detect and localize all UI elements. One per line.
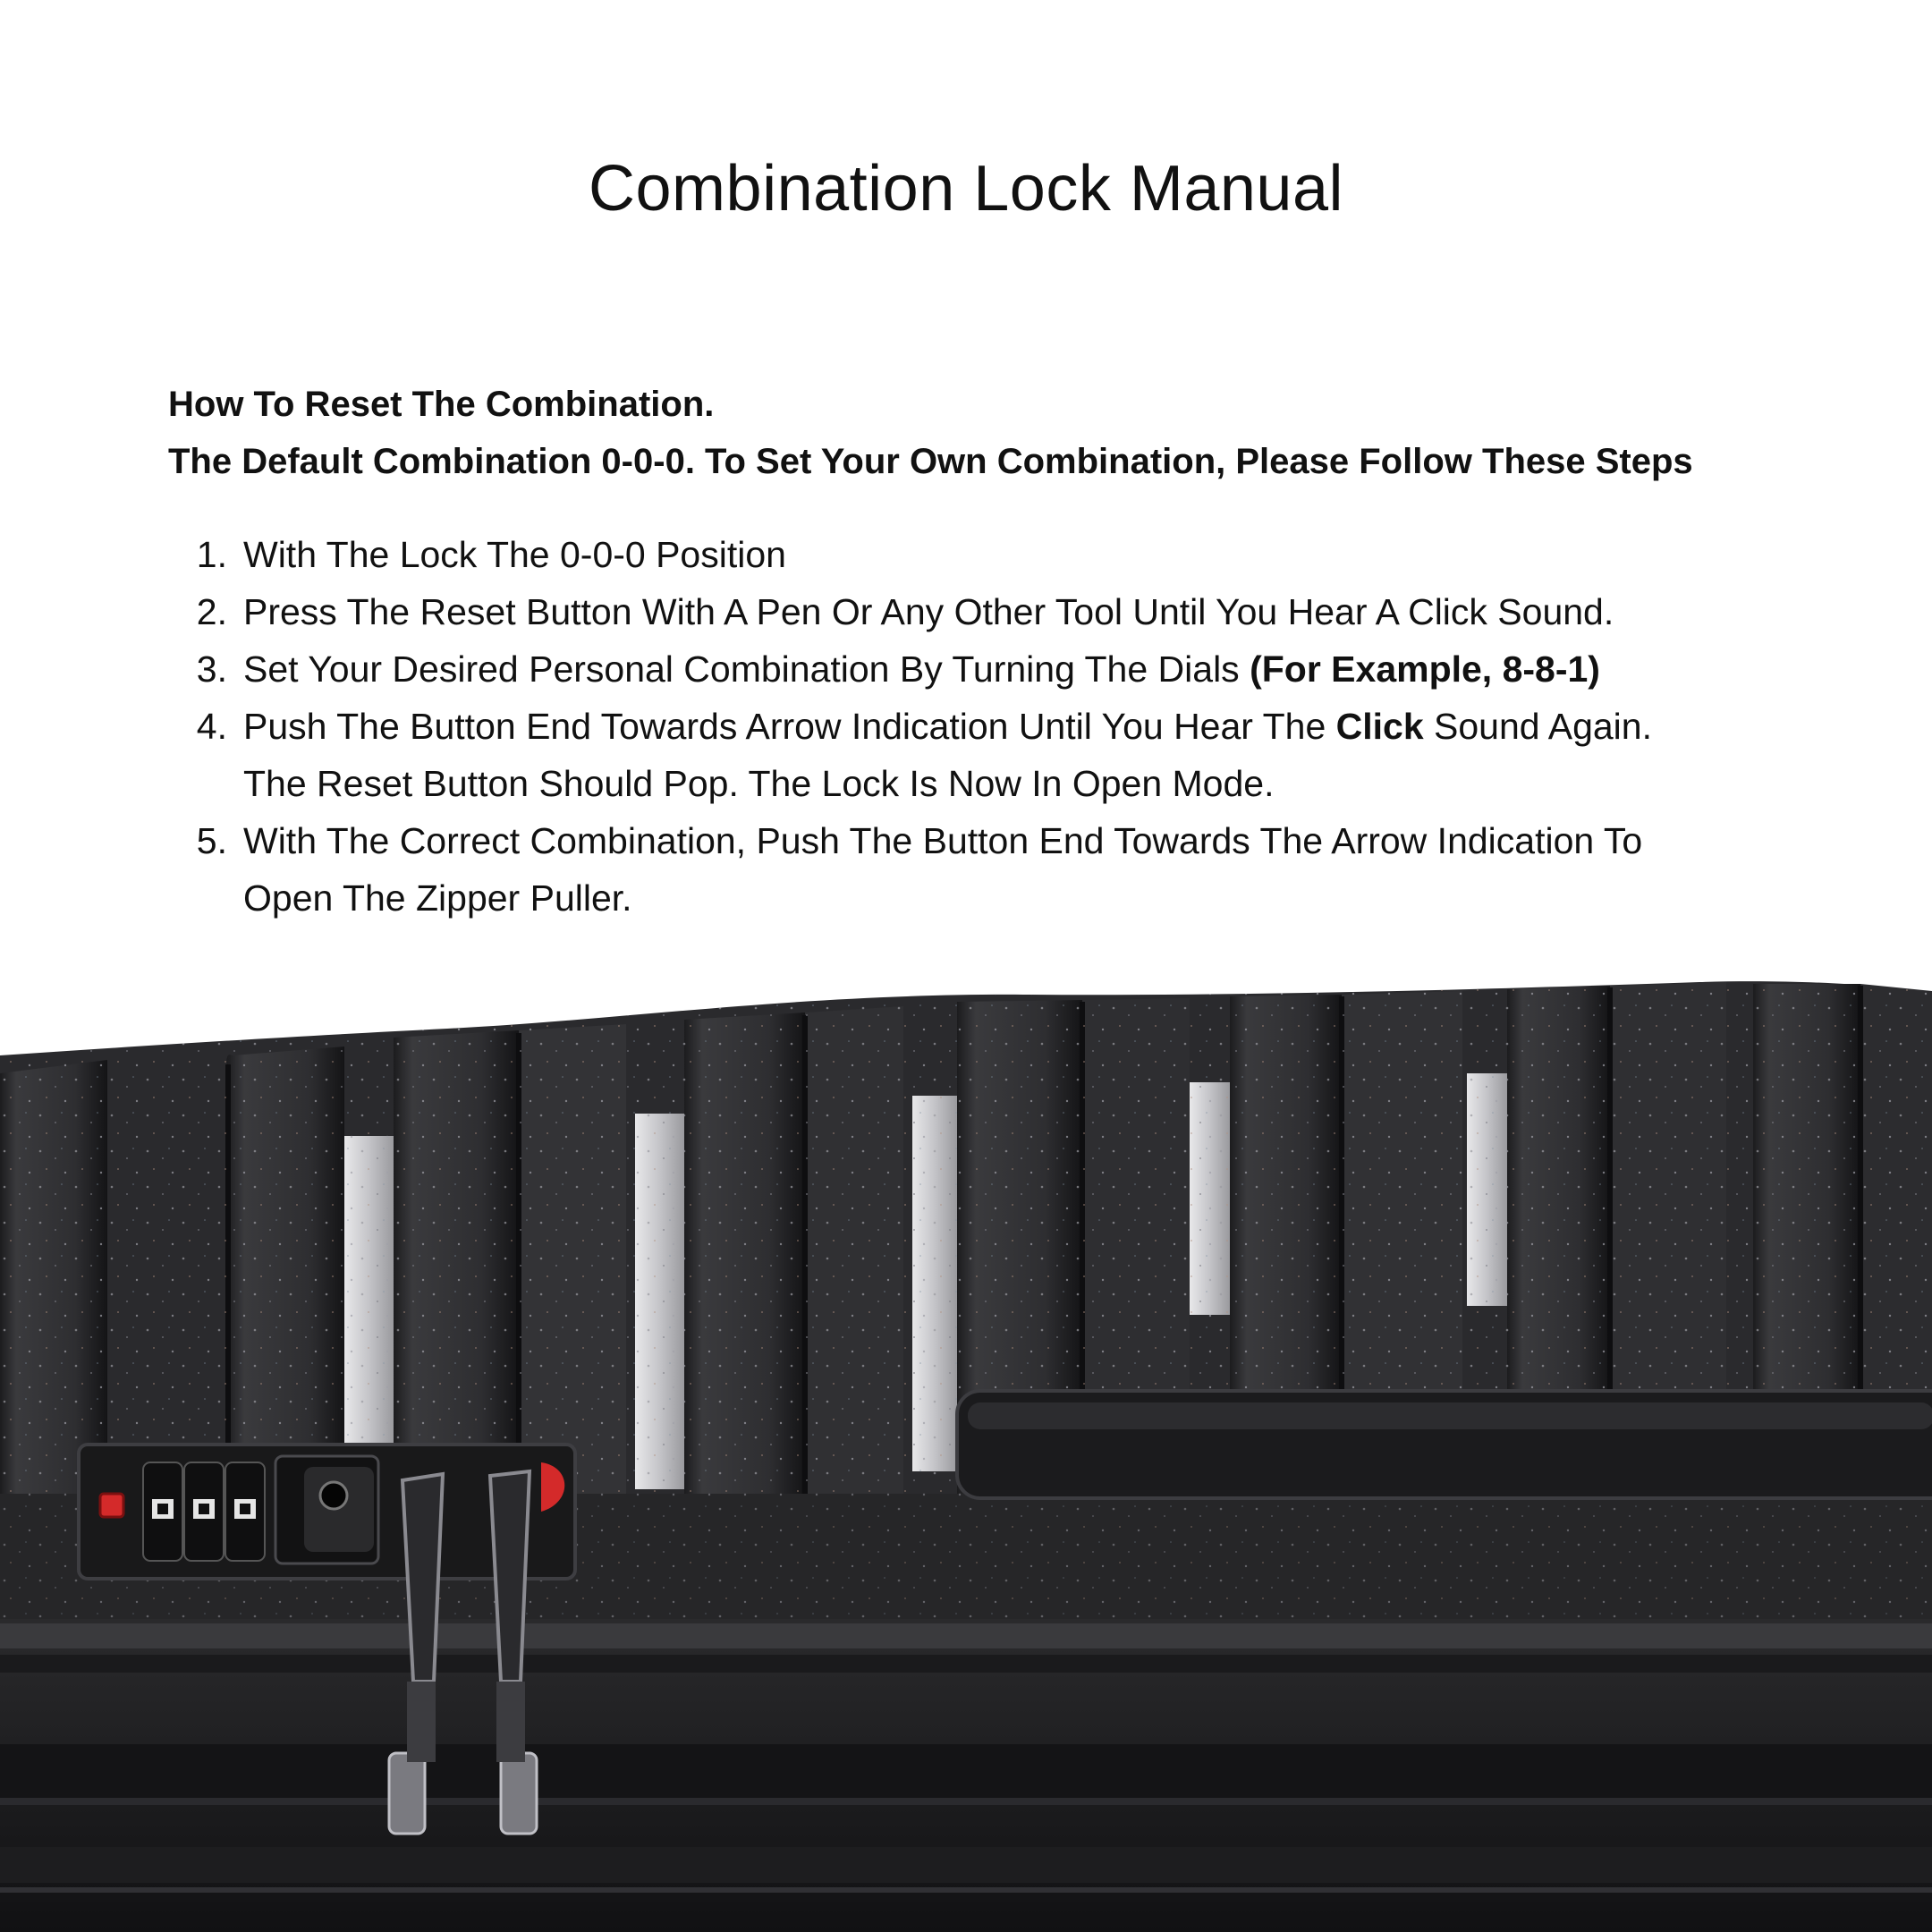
step-text-bold: (For Example, 8-8-1)	[1250, 648, 1600, 690]
step-text-plain: Sound Again.	[1423, 706, 1652, 747]
intro-heading: How To Reset The Combination.	[168, 385, 715, 424]
step-text	[243, 812, 1868, 927]
step-text-plain: With The Correct Combination, Push The Button End Towards The Arrow Indication To	[243, 820, 1643, 861]
steps-list	[168, 526, 1868, 927]
step-number: 4.	[196, 706, 227, 747]
step-text-bold: Click	[1335, 706, 1424, 747]
list-item	[168, 640, 1868, 698]
step-text-plain: Set Your Desired Personal Combination By Turning The Dials	[243, 648, 1250, 690]
intro-block	[168, 376, 1868, 490]
suitcase-illustration	[0, 966, 1932, 1932]
step-text-plain: Push The Button End Towards Arrow Indication Until You Hear The	[243, 706, 1336, 747]
list-item	[168, 812, 1868, 927]
step-number: 3.	[196, 648, 227, 690]
step-text	[243, 698, 1868, 812]
list-item	[168, 526, 1868, 583]
dial-icon	[143, 1462, 182, 1561]
dial-icon	[184, 1462, 224, 1561]
step-text-continued: The Reset Button Should Pop. The Lock Is Now In Open Mode.	[243, 763, 1275, 804]
step-text-continued: Open The Zipper Puller.	[243, 877, 632, 919]
intro-subheading: The Default Combination 0-0-0. To Set Your Own Combination, Please Follow These Steps	[168, 442, 1693, 481]
list-item	[168, 698, 1868, 812]
keyhole-icon	[320, 1482, 347, 1509]
step-number: 2.	[196, 591, 227, 632]
list-item	[168, 583, 1868, 640]
page-title: Combination Lock Manual	[589, 153, 1343, 225]
zipper-area	[0, 1619, 1932, 1932]
carry-handle	[957, 1391, 1932, 1498]
step-number: 5.	[196, 820, 227, 861]
step-text: Press The Reset Button With A Pen Or Any Other Tool Until You Hear A Click Sound.	[243, 591, 1614, 632]
suitcase-lock-photo	[0, 966, 1932, 1932]
step-text	[243, 640, 1868, 698]
step-number: 1.	[196, 534, 227, 575]
step-text: With The Lock The 0-0-0 Position	[243, 534, 786, 575]
reset-button-icon	[100, 1494, 123, 1517]
dial-icon	[225, 1462, 265, 1561]
